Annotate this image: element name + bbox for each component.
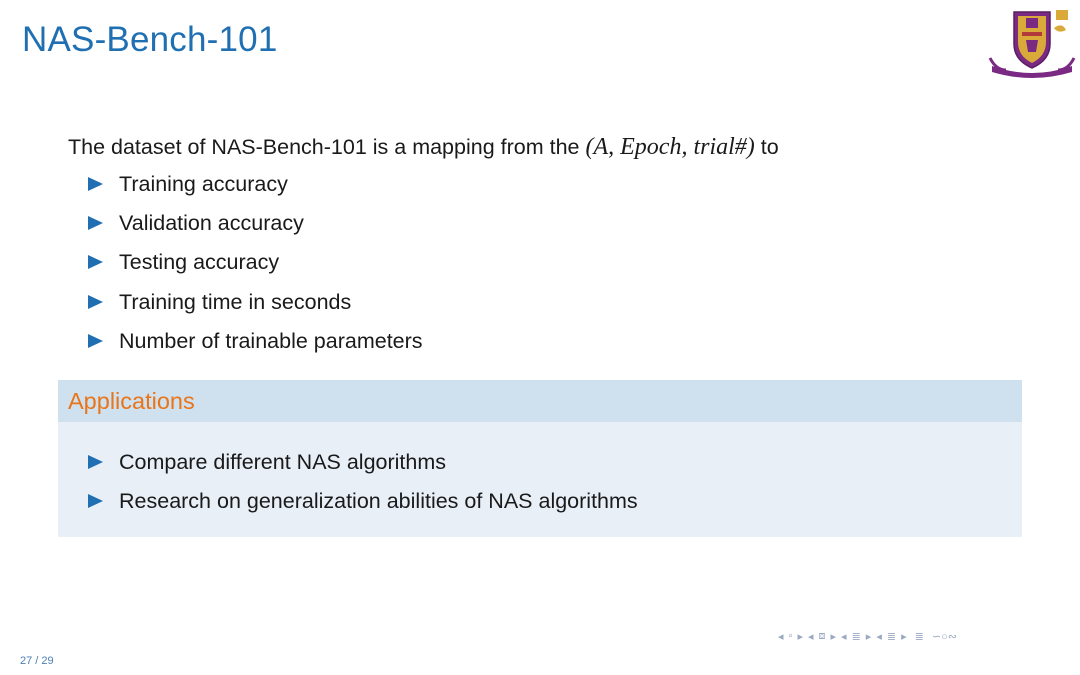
nav-prev-section-icon[interactable]: ◂ <box>876 631 882 643</box>
nav-next-slide-icon[interactable]: ▸ <box>797 631 803 643</box>
list-item <box>88 450 638 489</box>
nav-slide-icon[interactable]: ▫ <box>788 630 793 642</box>
list-item <box>88 329 423 368</box>
nav-prev-frame-icon[interactable]: ◂ <box>807 631 814 643</box>
nav-section-icon[interactable]: ≣ <box>886 631 897 643</box>
nav-next-frame-icon[interactable]: ▸ <box>830 631 837 643</box>
nav-search-icon[interactable]: ∽○∾ <box>928 631 958 643</box>
nav-next-section-icon[interactable]: ▸ <box>901 631 907 643</box>
list-item-label: Training accuracy <box>119 172 288 196</box>
list-item-label: Testing accuracy <box>119 250 280 275</box>
intro-text <box>68 134 779 161</box>
nav-subsection-icon[interactable]: ≣ <box>851 631 861 643</box>
intro-math: (A, Epoch, trial#) <box>585 134 755 160</box>
triangle-bullet-icon <box>88 216 103 230</box>
list-item <box>88 489 638 528</box>
beamer-navigation <box>778 630 957 643</box>
triangle-bullet-icon <box>88 177 103 191</box>
triangle-bullet-icon <box>88 494 103 508</box>
list-item-label: Research on generalization abilities of NAS algorithms <box>119 489 638 514</box>
list-item-label: Validation accuracy <box>119 211 304 236</box>
intro-suffix: to <box>760 135 779 159</box>
list-item <box>88 211 423 250</box>
intro-prefix: The dataset of NAS-Bench-101 is a mapping from the <box>68 135 580 159</box>
university-crest-icon <box>986 8 1078 80</box>
list-item <box>88 290 423 329</box>
page-number: 27 / 29 <box>20 655 54 667</box>
block-list <box>88 450 638 528</box>
nav-prev-subsection-icon[interactable]: ◂ <box>841 631 847 643</box>
main-list <box>88 172 423 368</box>
list-item-label: Number of trainable parameters <box>119 328 423 353</box>
applications-block <box>58 380 1022 537</box>
triangle-bullet-icon <box>88 295 103 309</box>
nav-frame-icon[interactable]: ⧈ <box>818 630 826 642</box>
triangle-bullet-icon <box>88 334 103 348</box>
nav-document-icon[interactable]: ≣ <box>911 631 924 643</box>
block-title: Applications <box>68 387 195 414</box>
nav-prev-slide-icon[interactable]: ◂ <box>778 631 784 643</box>
block-header <box>58 380 1022 422</box>
list-item-label: Compare different NAS algorithms <box>119 450 447 474</box>
list-item <box>88 172 423 211</box>
nav-next-subsection-icon[interactable]: ▸ <box>865 631 872 643</box>
list-item <box>88 250 423 289</box>
page-title: NAS-Bench-101 <box>22 20 278 59</box>
triangle-bullet-icon <box>88 455 103 469</box>
list-item-label: Training time in seconds <box>119 289 352 314</box>
triangle-bullet-icon <box>88 255 103 269</box>
